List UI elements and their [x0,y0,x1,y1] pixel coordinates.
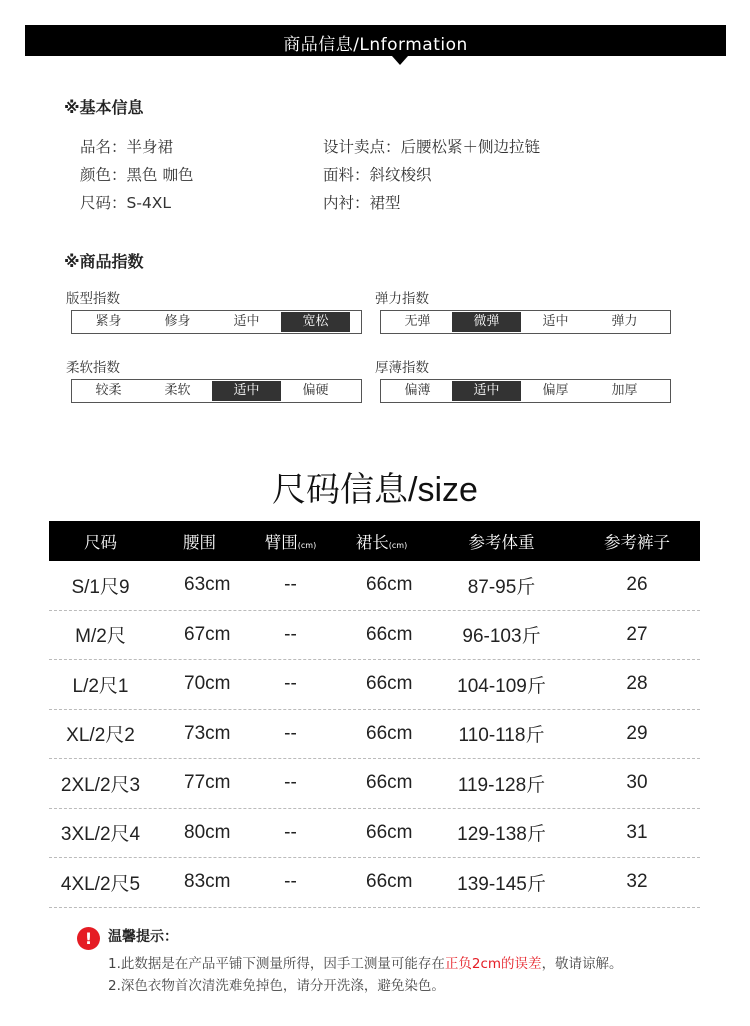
skirt-length-cell: 66cm [366,821,413,843]
table-row [49,809,700,859]
basic-info-color: 颜色：黑色 咖色 [80,166,194,184]
size-cell: L/2尺1 [72,675,129,697]
tips-heading: 温馨提示： [108,929,178,945]
fit-index-label: 版型指数 [66,291,120,307]
product-index-heading: ※商品指数 [64,252,144,271]
skirt-length-cell: 66cm [366,673,413,695]
size-cell: XL/2尺2 [66,725,135,747]
skirt-length-cell: 66cm [366,574,413,596]
tips-highlight: 正负2cm的误差 [444,956,542,972]
basic-info-selling-point: 设计卖点：后腰松紧＋侧边拉链 [323,138,541,156]
basic-info-heading: ※基本信息 [64,98,144,117]
ref-pants-cell: 28 [626,673,648,695]
arm-cell: -- [284,772,297,794]
table-row [49,858,700,908]
size-table [49,521,700,908]
size-table-body [49,561,700,908]
basic-info-lining: 内衬：裙型 [323,194,401,212]
basic-info-fabric: 面料：斜纹梭织 [323,166,432,184]
index-option: 适中 [452,381,521,401]
arm-cell: -- [284,574,297,596]
skirt-length-cell: 66cm [366,623,413,645]
table-row [49,561,700,611]
index-option: 较柔 [95,383,122,398]
elasticity-index-scale [380,310,671,334]
ref-pants-cell: 32 [626,871,648,893]
index-option: 适中 [542,314,569,329]
waist-cell: 83cm [184,871,231,893]
size-cell: S/1尺9 [71,576,130,598]
tips-line-2: 2.深色衣物首次清洗难免掉色，请分开洗涤，避免染色。 [108,978,445,994]
ref-weight-cell: 96-103斤 [462,626,541,648]
softness-index-label: 柔软指数 [66,360,120,376]
ref-pants-cell: 26 [626,574,648,596]
skirt-length-cell: 66cm [366,722,413,744]
header-ref-pants: 参考裤子 [604,533,670,552]
waist-cell: 77cm [184,772,231,794]
basic-info-name: 品名：半身裙 [80,138,174,156]
index-option: 宽松 [281,312,350,332]
skirt-length-cell: 66cm [366,871,413,893]
table-row [49,611,700,661]
header-waist: 腰围 [183,533,216,552]
index-option: 柔软 [164,383,191,398]
waist-cell: 67cm [184,623,231,645]
index-option: 偏硬 [302,383,329,398]
ref-weight-cell: 129-138斤 [457,824,546,846]
index-option: 加厚 [611,383,638,398]
waist-cell: 63cm [184,574,231,596]
ref-pants-cell: 27 [626,623,648,645]
waist-cell: 80cm [184,821,231,843]
size-cell: 4XL/2尺5 [60,873,141,895]
arm-cell: -- [284,871,297,893]
ref-pants-cell: 30 [626,772,648,794]
size-table-header [49,521,700,561]
ref-weight-cell: 119-128斤 [457,774,546,796]
arm-cell: -- [284,821,297,843]
thickness-index-scale [380,379,671,403]
arm-cell: -- [284,722,297,744]
index-option: 偏薄 [404,383,431,398]
info-header-title: 商品信息/Lnformation [283,35,468,55]
header-ref-weight: 参考体重 [468,533,535,552]
size-cell: 2XL/2尺3 [60,774,141,796]
index-option: 弹力 [611,314,638,329]
waist-cell: 70cm [184,673,231,695]
ref-weight-cell: 87-95斤 [467,576,536,598]
index-option: 适中 [212,381,281,401]
tips-line-1: 1.此数据是在产品平铺下测量所得，因手工测量可能存在正负2cm的误差，敬请谅解。 [108,956,623,972]
arm-cell: -- [284,623,297,645]
index-option: 微弹 [452,312,521,332]
skirt-length-cell: 66cm [366,772,413,794]
size-section-title: 尺码信息/size [272,471,478,509]
size-cell: 3XL/2尺4 [60,824,141,846]
index-option: 无弹 [404,314,431,329]
table-row [49,710,700,760]
fit-index-scale [71,310,362,334]
ref-weight-cell: 110-118斤 [458,725,545,747]
softness-index-scale [71,379,362,403]
elasticity-index-label: 弹力指数 [375,291,429,307]
ref-weight-cell: 104-109斤 [457,675,546,697]
info-header-bar [25,25,726,56]
size-cell: M/2尺 [75,626,126,648]
header-pointer-notch [392,56,408,65]
ref-weight-cell: 139-145斤 [457,873,546,895]
table-row [49,660,700,710]
header-size: 尺码 [84,533,117,552]
header-skirt-length: 裙长(cm) [355,533,408,552]
header-arm: 臂围(cm) [264,533,317,552]
index-option: 紧身 [95,314,122,329]
exclamation-icon: ! [77,927,100,950]
waist-cell: 73cm [184,722,231,744]
index-option: 修身 [164,314,191,329]
arm-cell: -- [284,673,297,695]
table-row [49,759,700,809]
ref-pants-cell: 31 [626,821,648,843]
index-option: 偏厚 [542,383,569,398]
index-option: 适中 [233,314,260,329]
basic-info-size: 尺码：S-4XL [80,194,172,212]
ref-pants-cell: 29 [626,722,648,744]
thickness-index-label: 厚薄指数 [375,360,429,376]
